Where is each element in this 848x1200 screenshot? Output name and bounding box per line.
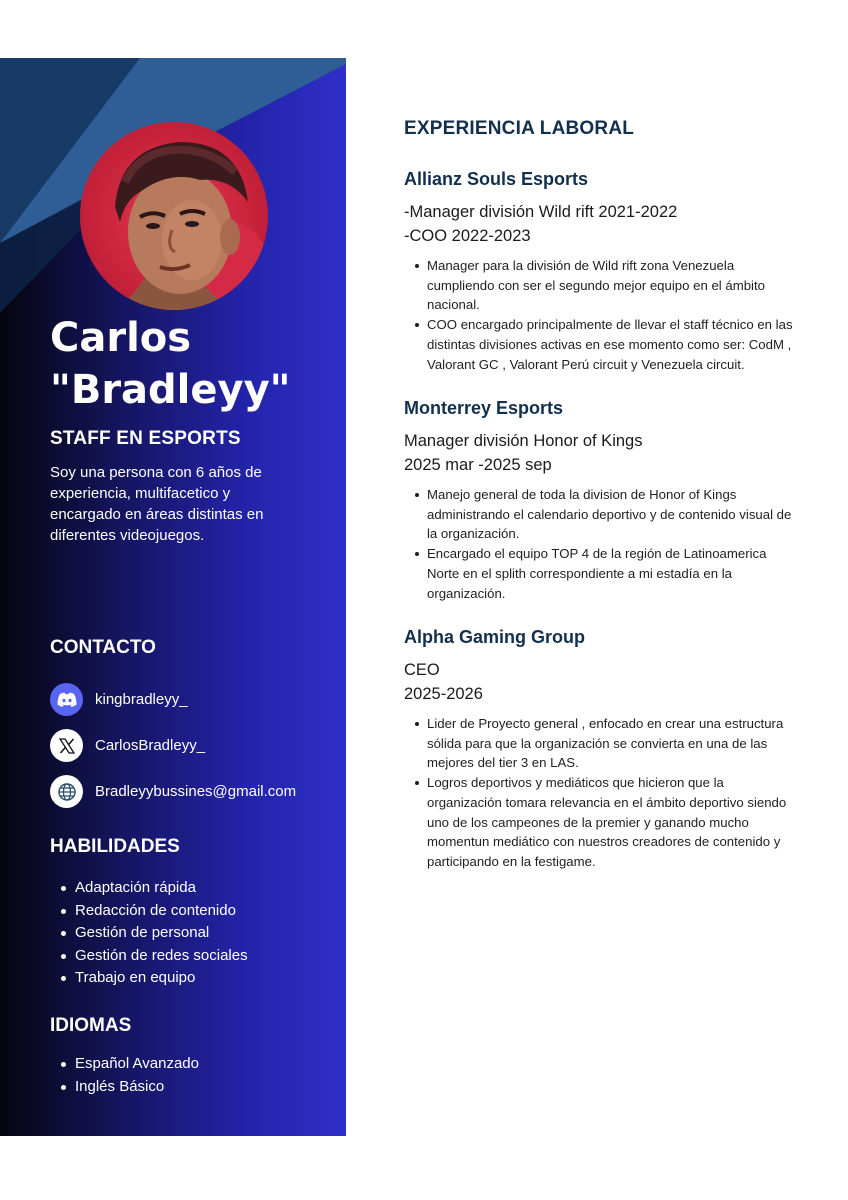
job-position-line: 2025-2026 xyxy=(404,685,483,703)
list-item: Redacción de contenido xyxy=(58,900,248,923)
job-company: Monterrey Esports xyxy=(404,398,564,418)
full-name xyxy=(50,312,340,416)
globe-icon xyxy=(50,775,83,808)
job-positions xyxy=(404,429,794,477)
languages-heading: IDIOMAS xyxy=(50,1015,132,1036)
job-bullets xyxy=(404,714,794,872)
list-item: Logros deportivos y mediáticos que hicieron que la organización tomara relevancia en el ámbito deportivo siendo uno de los campeones de la premier y ganando mucho momentun mediático con nuestros creadores de contenido y participando en la festigame. xyxy=(404,773,794,872)
contact-x-text: CarlosBradleyy_ xyxy=(95,737,206,754)
job-title: STAFF EN ESPORTS xyxy=(50,428,241,449)
list-item: Gestión de redes sociales xyxy=(58,945,248,968)
list-item: Adaptación rápida xyxy=(58,877,248,900)
sidebar xyxy=(0,58,346,1136)
list-item: Lider de Proyecto general , enfocado en crear una estructura sólida para que la organización se convierta en una de las mejores del tier 3 en LAS. xyxy=(404,714,794,773)
contact-email[interactable] xyxy=(50,775,296,808)
profile-photo-illustration xyxy=(80,122,268,310)
list-item: Inglés Básico xyxy=(58,1076,199,1099)
profile-photo xyxy=(80,122,268,310)
list-item: Gestión de personal xyxy=(58,922,248,945)
contact-discord[interactable] xyxy=(50,683,188,716)
job-bullets xyxy=(404,256,794,374)
job-company: Alpha Gaming Group xyxy=(404,627,586,647)
discord-icon xyxy=(50,683,83,716)
skills-list xyxy=(58,877,248,990)
job-entry xyxy=(404,396,794,603)
languages-list xyxy=(58,1053,199,1098)
job-bullets xyxy=(404,485,794,603)
job-position-line: Manager división Honor of Kings xyxy=(404,432,643,450)
list-item: Manejo general de toda la division de Honor of Kings administrando el calendario deportivo y de contenido visual de la organización. xyxy=(404,485,794,544)
contact-x[interactable] xyxy=(50,729,205,762)
name-nickname: "Bradleyy" xyxy=(50,367,291,413)
list-item: COO encargado principalmente de llevar el staff técnico en las distintas divisiones activas en ese momento como ser: CodM , Valorant GC , Valorant Perú circuit y Venezuela circuit. xyxy=(404,315,794,374)
job-position-line: CEO xyxy=(404,661,440,679)
contact-email-text: Bradleyybussines@gmail.com xyxy=(95,783,297,800)
experience-heading: EXPERIENCIA LABORAL xyxy=(404,118,635,139)
job-positions xyxy=(404,658,794,706)
job-position-line: -Manager división Wild rift 2021-2022 xyxy=(404,203,678,221)
list-item: Encargado el equipo TOP 4 de la región de Latinoamerica Norte en el splith correspondiente a mi estadía en la organización. xyxy=(404,544,794,603)
job-position-line: 2025 mar -2025 sep xyxy=(404,456,552,474)
job-company: Allianz Souls Esports xyxy=(404,169,589,189)
job-entry xyxy=(404,625,794,872)
job-positions xyxy=(404,200,794,248)
contact-discord-text: kingbradleyy_ xyxy=(95,691,188,708)
x-twitter-icon xyxy=(50,729,83,762)
job-position-line: -COO 2022-2023 xyxy=(404,227,531,245)
profile-summary: Soy una persona con 6 años de experiencia, multifacetico y encargado en áreas distintas en diferentes videojuegos. xyxy=(50,464,264,544)
list-item: Trabajo en equipo xyxy=(58,967,248,990)
list-item: Español Avanzado xyxy=(58,1053,199,1076)
job-entry xyxy=(404,167,794,374)
list-item: Manager para la división de Wild rift zona Venezuela cumpliendo con ser el segundo mejor equipo en el ámbito nacional. xyxy=(404,256,794,315)
name-first: Carlos xyxy=(50,315,192,361)
contact-heading: CONTACTO xyxy=(50,637,156,658)
skills-heading: HABILIDADES xyxy=(50,836,180,857)
